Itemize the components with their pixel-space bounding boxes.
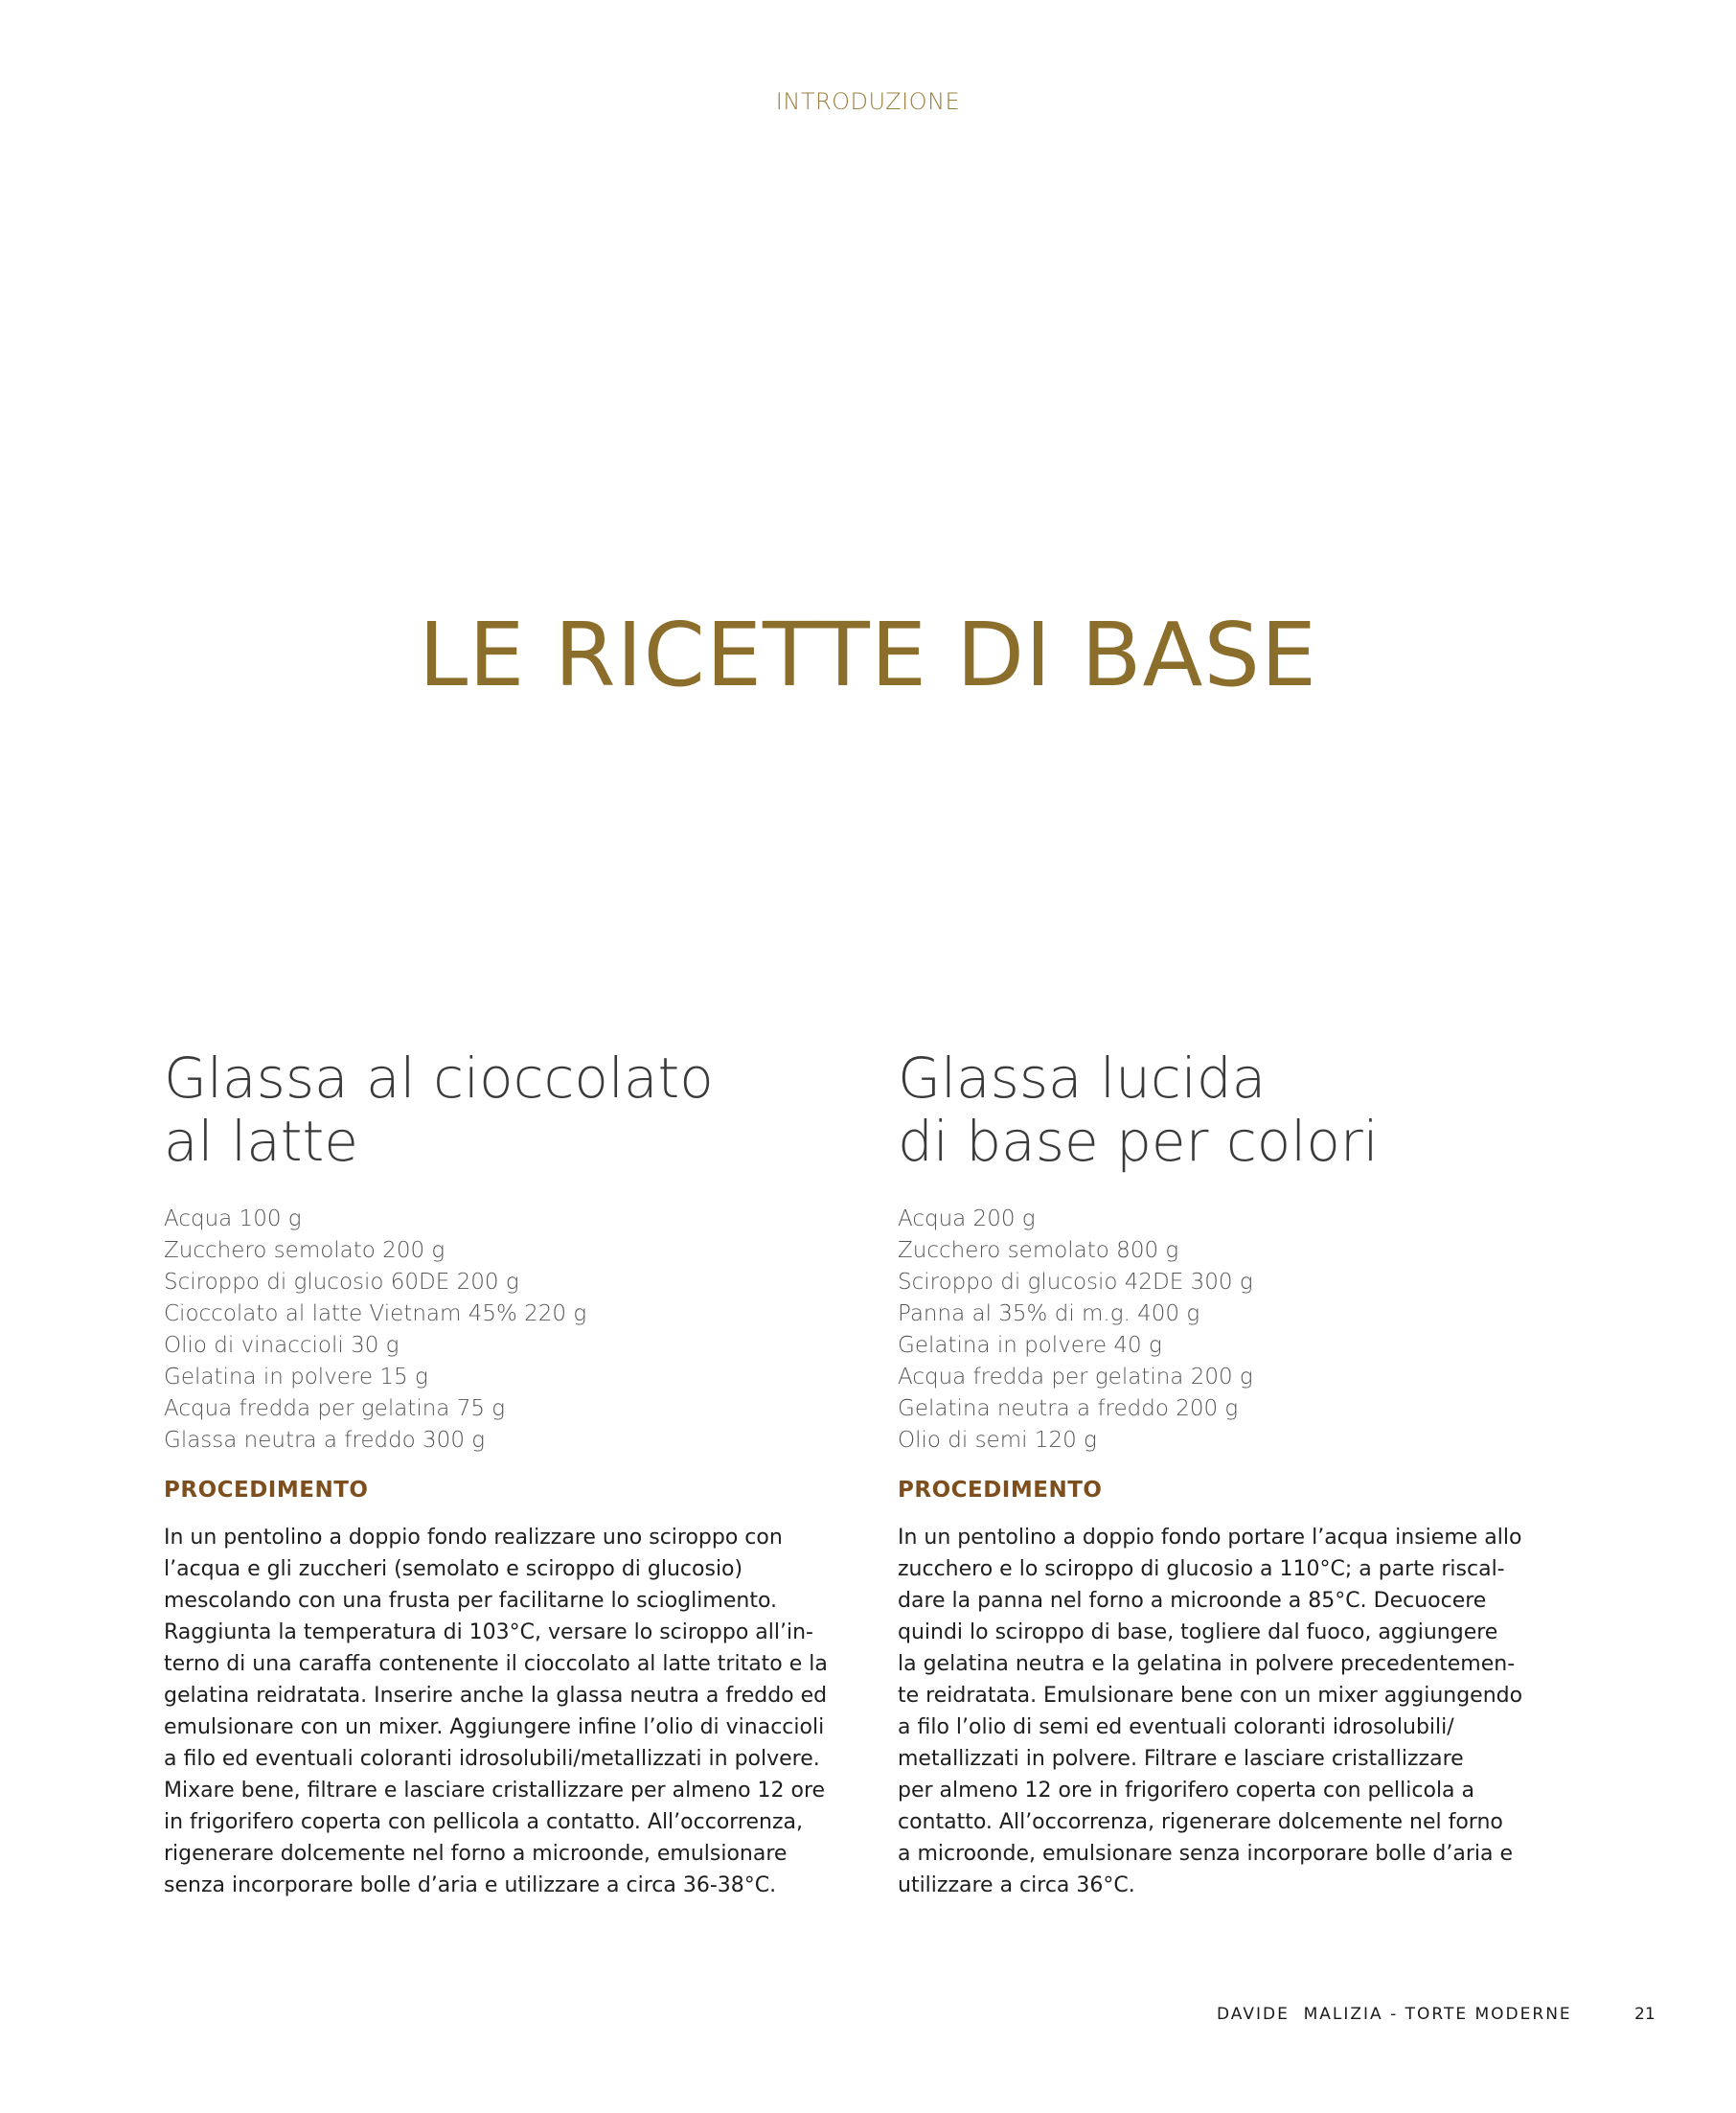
recipe-title-line: di base per colori: [898, 1109, 1379, 1174]
ingredient-item: Gelatina in polvere 15 g: [164, 1365, 428, 1390]
procedure-line: rigenerare dolcemente nel forno a microonde, emulsionare: [164, 1842, 788, 1866]
recipe-title: [164, 1046, 834, 1173]
procedure-line: zucchero e lo sciroppo di glucosio a 110°C; a parte riscal-: [898, 1557, 1505, 1581]
procedure-line: quindi lo sciroppo di base, togliere dal fuoco, aggiungere: [898, 1620, 1498, 1644]
recipe-glossy-base-glaze: [898, 1045, 1568, 1897]
ingredient-list: [898, 1204, 1253, 1457]
recipe-title-line: al latte: [164, 1109, 358, 1174]
procedure-line: mescolando con una frusta per facilitarne lo scioglimento.: [164, 1589, 778, 1613]
procedure-heading: PROCEDIMENTO: [898, 1478, 1103, 1503]
ingredient-item: Acqua fredda per gelatina 75 g: [164, 1396, 506, 1421]
ingredient-item: Olio di semi 120 g: [898, 1428, 1097, 1453]
ingredient-item: Zucchero semolato 200 g: [164, 1238, 445, 1263]
procedure-line: a microonde, emulsionare senza incorporare bolle d’aria e: [898, 1842, 1514, 1866]
procedure-line: dare la panna nel forno a microonde a 85°C. Decuocere: [898, 1589, 1487, 1613]
ingredient-item: Gelatina in polvere 40 g: [898, 1333, 1162, 1358]
running-footer: DAVIDE MALIZIA - TORTE MODERNE: [1217, 2005, 1572, 2024]
procedure-line: emulsionare con un mixer. Aggiungere infine l’olio di vinaccioli: [164, 1715, 825, 1739]
ingredient-item: Cioccolato al latte Vietnam 45% 220 g: [164, 1301, 587, 1326]
procedure-line: gelatina reidratata. Inserire anche la glassa neutra a freddo ed: [164, 1684, 828, 1708]
procedure-line: Raggiunta la temperatura di 103°C, versare lo sciroppo all’in-: [164, 1620, 813, 1644]
procedure-line: Mixare bene, filtrare e lasciare cristallizzare per almeno 12 ore: [164, 1779, 826, 1803]
recipe-title-line: Glassa al cioccolato: [164, 1045, 714, 1111]
procedure-line: In un pentolino a doppio fondo realizzare uno sciroppo con: [164, 1526, 783, 1550]
procedure-line: contatto. All’occorrenza, rigenerare dolcemente nel forno: [898, 1810, 1503, 1834]
ingredient-item: Acqua 200 g: [898, 1206, 1036, 1231]
procedure-line: l’acqua e gli zuccheri (semolato e sciroppo di glucosio): [164, 1557, 743, 1581]
ingredient-item: Olio di vinaccioli 30 g: [164, 1333, 400, 1358]
procedure-heading: PROCEDIMENTO: [164, 1478, 369, 1503]
recipe-title-line: Glassa lucida: [898, 1045, 1267, 1111]
procedure-line: utilizzare a circa 36°C.: [898, 1873, 1135, 1897]
procedure-line: te reidratata. Emulsionare bene con un mixer aggiungendo: [898, 1684, 1523, 1708]
page-title: LE RICETTE DI BASE: [419, 604, 1317, 706]
recipe-milk-chocolate-glaze: [164, 1045, 834, 1897]
ingredient-item: Sciroppo di glucosio 60DE 200 g: [164, 1270, 519, 1295]
ingredient-item: Acqua 100 g: [164, 1206, 302, 1231]
ingredient-item: Panna al 35% di m.g. 400 g: [898, 1301, 1200, 1326]
ingredient-item: Acqua fredda per gelatina 200 g: [898, 1365, 1253, 1390]
procedure-text: [164, 1522, 828, 1901]
procedure-line: terno di una caraffa contenente il cioccolato al latte tritato e la: [164, 1652, 828, 1676]
page-number: 21: [1634, 2005, 1656, 2024]
procedure-line: metallizzati in polvere. Filtrare e lasciare cristallizzare: [898, 1747, 1464, 1771]
procedure-line: In un pentolino a doppio fondo portare l’acqua insieme allo: [898, 1526, 1522, 1550]
ingredient-item: Glassa neutra a freddo 300 g: [164, 1428, 486, 1453]
ingredient-item: Sciroppo di glucosio 42DE 300 g: [898, 1270, 1253, 1295]
procedure-line: la gelatina neutra e la gelatina in polvere precedentemen-: [898, 1652, 1516, 1676]
procedure-line: a filo l’olio di semi ed eventuali coloranti idrosolubili/: [898, 1715, 1454, 1739]
section-label: INTRODUZIONE: [775, 88, 961, 115]
ingredient-item: Zucchero semolato 800 g: [898, 1238, 1179, 1263]
procedure-line: in frigorifero coperta con pellicola a contatto. All’occorrenza,: [164, 1810, 803, 1834]
procedure-line: a filo ed eventuali coloranti idrosolubili/metallizzati in polvere.: [164, 1747, 820, 1771]
ingredient-list: [164, 1204, 586, 1457]
procedure-text: [898, 1522, 1549, 1901]
ingredient-item: Gelatina neutra a freddo 200 g: [898, 1396, 1239, 1421]
recipe-title: [898, 1046, 1568, 1173]
procedure-line: senza incorporare bolle d’aria e utilizzare a circa 36-38°C.: [164, 1873, 777, 1897]
procedure-line: per almeno 12 ore in frigorifero coperta con pellicola a: [898, 1779, 1475, 1803]
